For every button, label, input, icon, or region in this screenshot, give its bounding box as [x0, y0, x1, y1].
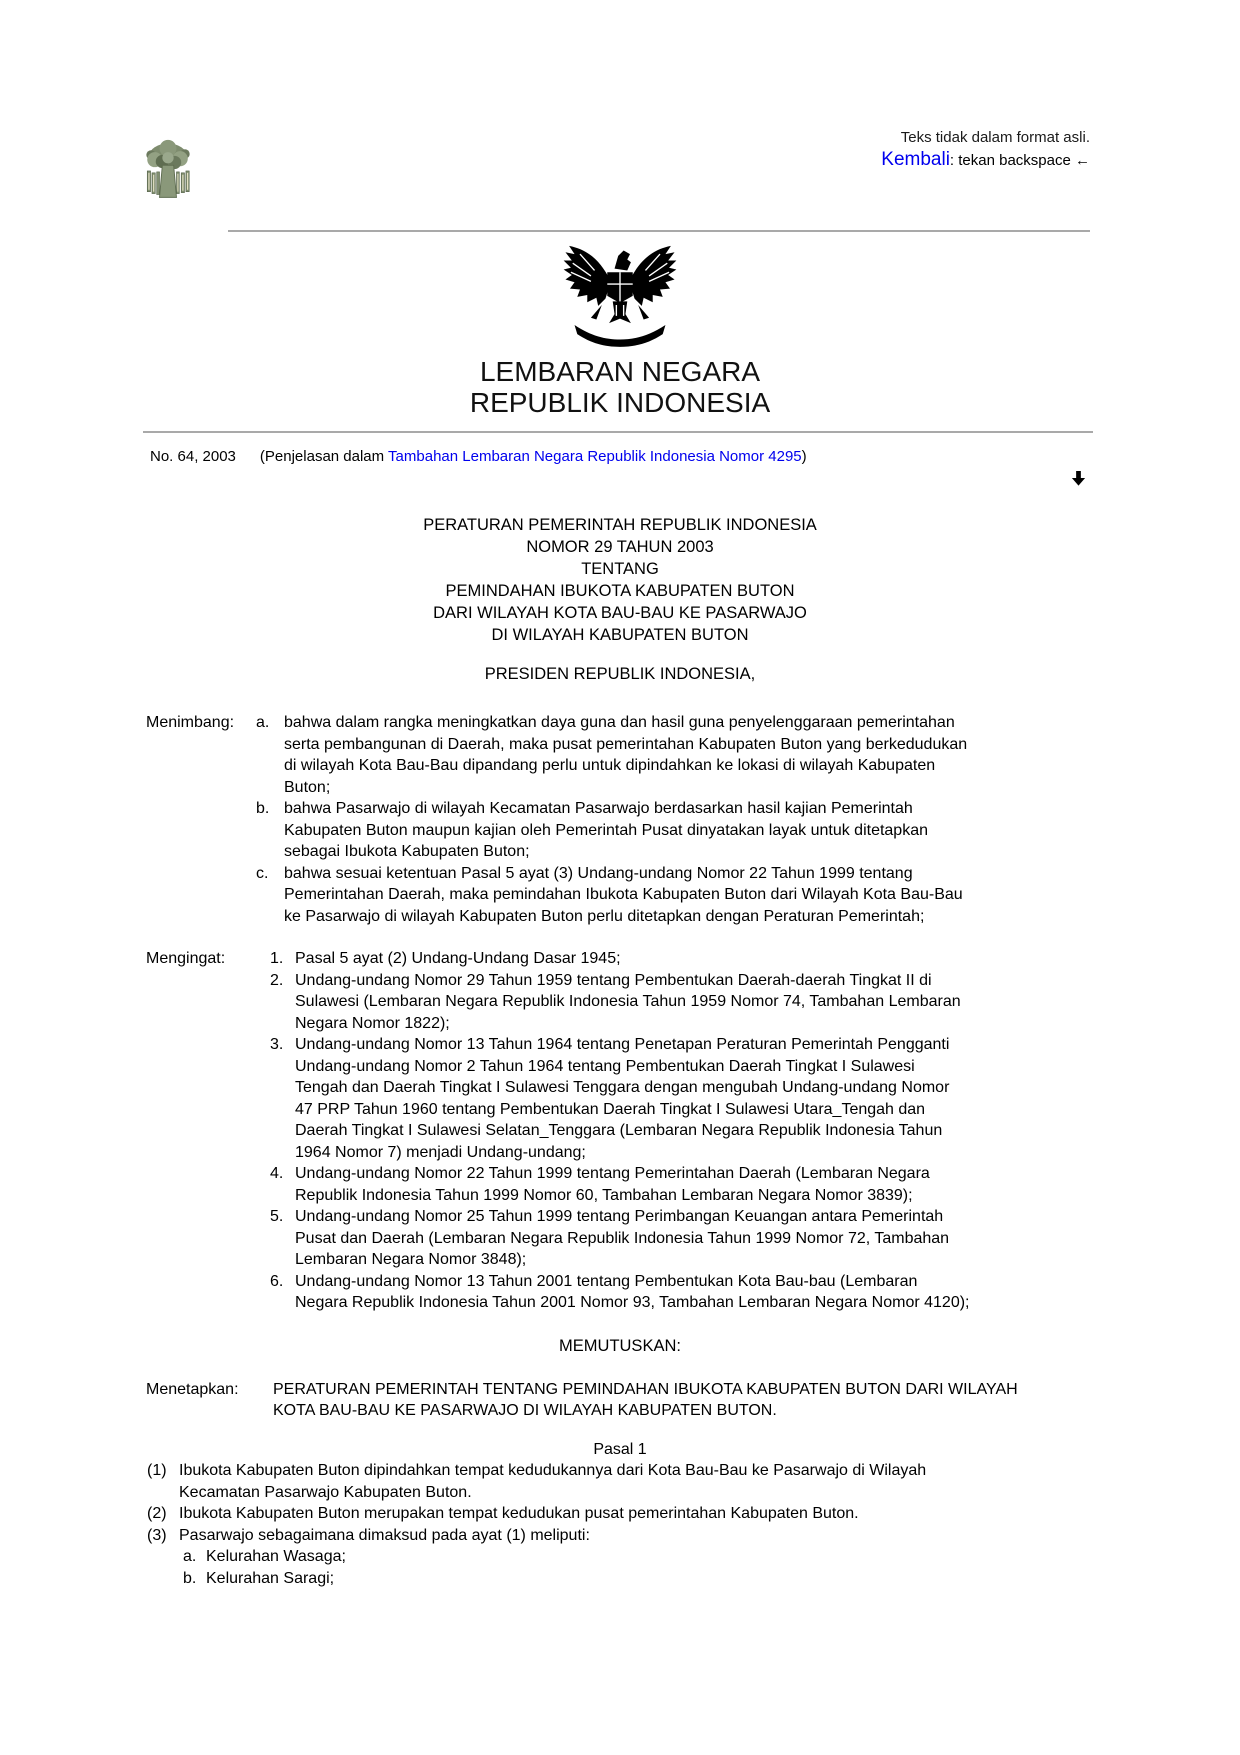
format-notice — [881, 128, 1090, 171]
clause-item — [270, 1271, 970, 1314]
clause-marker: b. — [183, 1569, 197, 1587]
regulation-title-line: PERATURAN PEMERINTAH REPUBLIK INDONESIA — [423, 516, 817, 534]
pasal-sub-item — [147, 1546, 977, 1568]
down-arrow-icon[interactable] — [1070, 470, 1087, 492]
clause-text: Pasal 5 ayat (2) Undang-Undang Dasar 1945; — [295, 950, 621, 967]
memutuskan-heading: MEMUTUSKAN: — [559, 1336, 681, 1355]
salutation: PRESIDEN REPUBLIK INDONESIA, — [484, 665, 756, 683]
regulation-title-line: DARI WILAYAH KOTA BAU-BAU KE PASARWAJO — [433, 604, 807, 622]
back-instruction: : tekan backspace ← — [949, 152, 1090, 169]
masthead — [0, 356, 1240, 418]
clause-item — [270, 970, 970, 1035]
clause-item — [256, 863, 968, 928]
clause-text: bahwa sesuai ketentuan Pasal 5 ayat (3) Undang-undang Nomor 22 Tahun 1999 tentang Pemerintahan Daerah, maka pemindahan Ibukota Kabupaten Buton dari Wilayah Kota Bau-Bau ke Pasarwajo di wilayah Kabupaten Buton perlu ditetapkan dengan Peraturan Pemerintah; — [284, 864, 963, 925]
clause-marker: 4. — [270, 1165, 284, 1182]
garuda-pancasila-emblem-icon — [560, 239, 680, 356]
clause-marker: a. — [183, 1548, 197, 1565]
clause-marker: b. — [256, 800, 270, 817]
clause-text: Undang-undang Nomor 25 Tahun 1999 tentang Perimbangan Keuangan antara Pemerintah Pusat dan Daerah (Lembaran Negara Republik Indonesia Tahun 1999 Nomor 72, Tambahan Lembaran Negara Nomor 3848); — [295, 1208, 950, 1268]
clause-text: Ibukota Kabupaten Buton merupakan tempat kedudukan pusat pemerintahan Kabupaten Buton. — [179, 1505, 859, 1522]
clause-text: Undang-undang Nomor 22 Tahun 1999 tentang Pemerintahan Daerah (Lembaran Negara Republik Indonesia Tahun 1999 Nomor 60, Tambahan Lembaran Negara Nomor 3839); — [295, 1165, 930, 1204]
masthead-title-line2: REPUBLIK INDONESIA — [469, 387, 771, 418]
clause-marker: 5. — [270, 1208, 284, 1225]
clause-text: Kelurahan Wasaga; — [206, 1548, 346, 1565]
clause-marker: (1) — [147, 1462, 167, 1479]
menetapkan-section — [0, 1379, 1240, 1422]
clause-item — [270, 1163, 970, 1206]
clause-marker: (3) — [147, 1526, 167, 1544]
clause-item — [256, 798, 968, 863]
masthead-divider — [143, 431, 1093, 433]
clause-text: Ibukota Kabupaten Buton dipindahkan tempat kedudukannya dari Kota Bau-Bau ke Pasarwajo di Wilayah Kecamatan Pasarwajo Kabupaten Buton. — [179, 1462, 927, 1501]
clause-item — [256, 712, 968, 798]
menimbang-section — [0, 712, 1240, 927]
mengingat-section — [0, 948, 1240, 1314]
clause-marker: 6. — [270, 1272, 284, 1290]
pasal-sub-item — [147, 1568, 977, 1590]
clause-item — [270, 1206, 970, 1271]
regulation-title — [0, 514, 1240, 646]
clause-marker: a. — [256, 714, 270, 731]
clause-marker: c. — [256, 864, 269, 882]
explanation-suffix: ) — [801, 448, 807, 465]
notice-text: Teks tidak dalam format asli. — [900, 129, 1090, 146]
regulation-document — [0, 514, 1240, 1589]
regulation-title-line: NOMOR 29 TAHUN 2003 — [526, 538, 714, 556]
pasal-item — [147, 1503, 977, 1525]
explanation-prefix: (Penjelasan dalam — [259, 448, 389, 465]
regulation-title-line: DI WILAYAH KABUPATEN BUTON — [491, 626, 749, 644]
masthead-title-line1: LEMBARAN NEGARA — [479, 356, 761, 387]
section-label: Menimbang: — [146, 714, 235, 731]
pasal-body — [0, 1460, 977, 1589]
clause-text: Undang-undang Nomor 13 Tahun 2001 tentang Pembentukan Kota Bau-bau (Lembaran Negara Republik Indonesia Tahun 2001 Nomor 93, Tambahan Lembaran Negara Nomor 4120); — [295, 1272, 970, 1311]
pasal-item — [147, 1525, 977, 1547]
clause-item — [270, 948, 970, 970]
regulation-title-line: PEMINDAHAN IBUKOTA KABUPATEN BUTON — [445, 582, 795, 600]
regulation-title-line: TENTANG — [581, 560, 659, 578]
clause-text: Kelurahan Saragi; — [206, 1569, 335, 1587]
back-link[interactable]: Kembali — [881, 149, 950, 170]
clause-marker: 2. — [270, 971, 284, 989]
header-divider — [228, 230, 1090, 232]
clause-text: Pasarwajo sebagaimana dimaksud pada ayat (1) meliputi: — [179, 1526, 590, 1544]
clause-text: bahwa dalam rangka meningkatkan daya guna dan hasil guna penyelenggaraan pemerintahan serta pembangunan di Daerah, maka pusat pemerintahan Kabupaten Buton yang berkedudukan di wilayah Kota Bau-Bau dipandang perlu untuk dipindahkan ke lokasi di wilayah Kabupaten Buton; — [284, 714, 968, 796]
gazette-number-line — [150, 448, 807, 465]
clause-text: bahwa Pasarwajo di wilayah Kecamatan Pasarwajo berdasarkan hasil kajian Pemerintah Kabupaten Buton maupun kajian oleh Pemerintah Pusat dinyatakan layak untuk ditetapkan sebagai Ibukota Kabupaten Buton; — [284, 800, 928, 860]
clause-marker: (2) — [147, 1505, 167, 1522]
clause-marker: 3. — [270, 1036, 284, 1053]
clause-text: Undang-undang Nomor 29 Tahun 1959 tentang Pembentukan Daerah-daerah Tingkat II di Sulawesi (Lembaran Negara Republik Indonesia Tahun 1959 Nomor 74, Tambahan Lembaran Negara Nomor 1822); — [295, 971, 961, 1032]
pasal-heading: Pasal 1 — [593, 1440, 647, 1458]
clause-text: Undang-undang Nomor 13 Tahun 1964 tentang Penetapan Peraturan Pemerintah Pengganti Undang-undang Nomor 2 Tahun 1964 tentang Pembentukan Daerah Tingkat I Sulawesi Tengah dan Daerah Tingkat I Sulawesi Tenggara dengan mengubah Undang-undang Nomor 47 PRP Tahun 1960 tentang Pembentukan Daerah Tingkat I Sulawesi Utara_Tengah dan Daerah Tingkat I Sulawesi Selatan_Tenggara (Lembaran Negara Republik Indonesia Tahun 1964 Nomor 7) menjadi Undang-undang; — [295, 1036, 950, 1161]
explanation-link[interactable]: Tambahan Lembaran Negara Republik Indonesia Nomor 4295 — [388, 448, 802, 465]
section-label: Menetapkan: — [146, 1380, 239, 1398]
gazette-number: No. 64, 2003 — [150, 448, 236, 465]
banyan-tree-logo-icon — [139, 137, 197, 208]
pasal-item — [147, 1460, 977, 1503]
section-label: Mengingat: — [146, 950, 226, 967]
menetapkan-text: PERATURAN PEMERINTAH TENTANG PEMINDAHAN IBUKOTA KABUPATEN BUTON DARI WILAYAH KOTA BAU-BAU KE PASARWAJO DI WILAYAH KABUPATEN BUTON. — [273, 1380, 1018, 1419]
clause-marker: 1. — [270, 950, 284, 967]
clause-item — [270, 1034, 970, 1163]
